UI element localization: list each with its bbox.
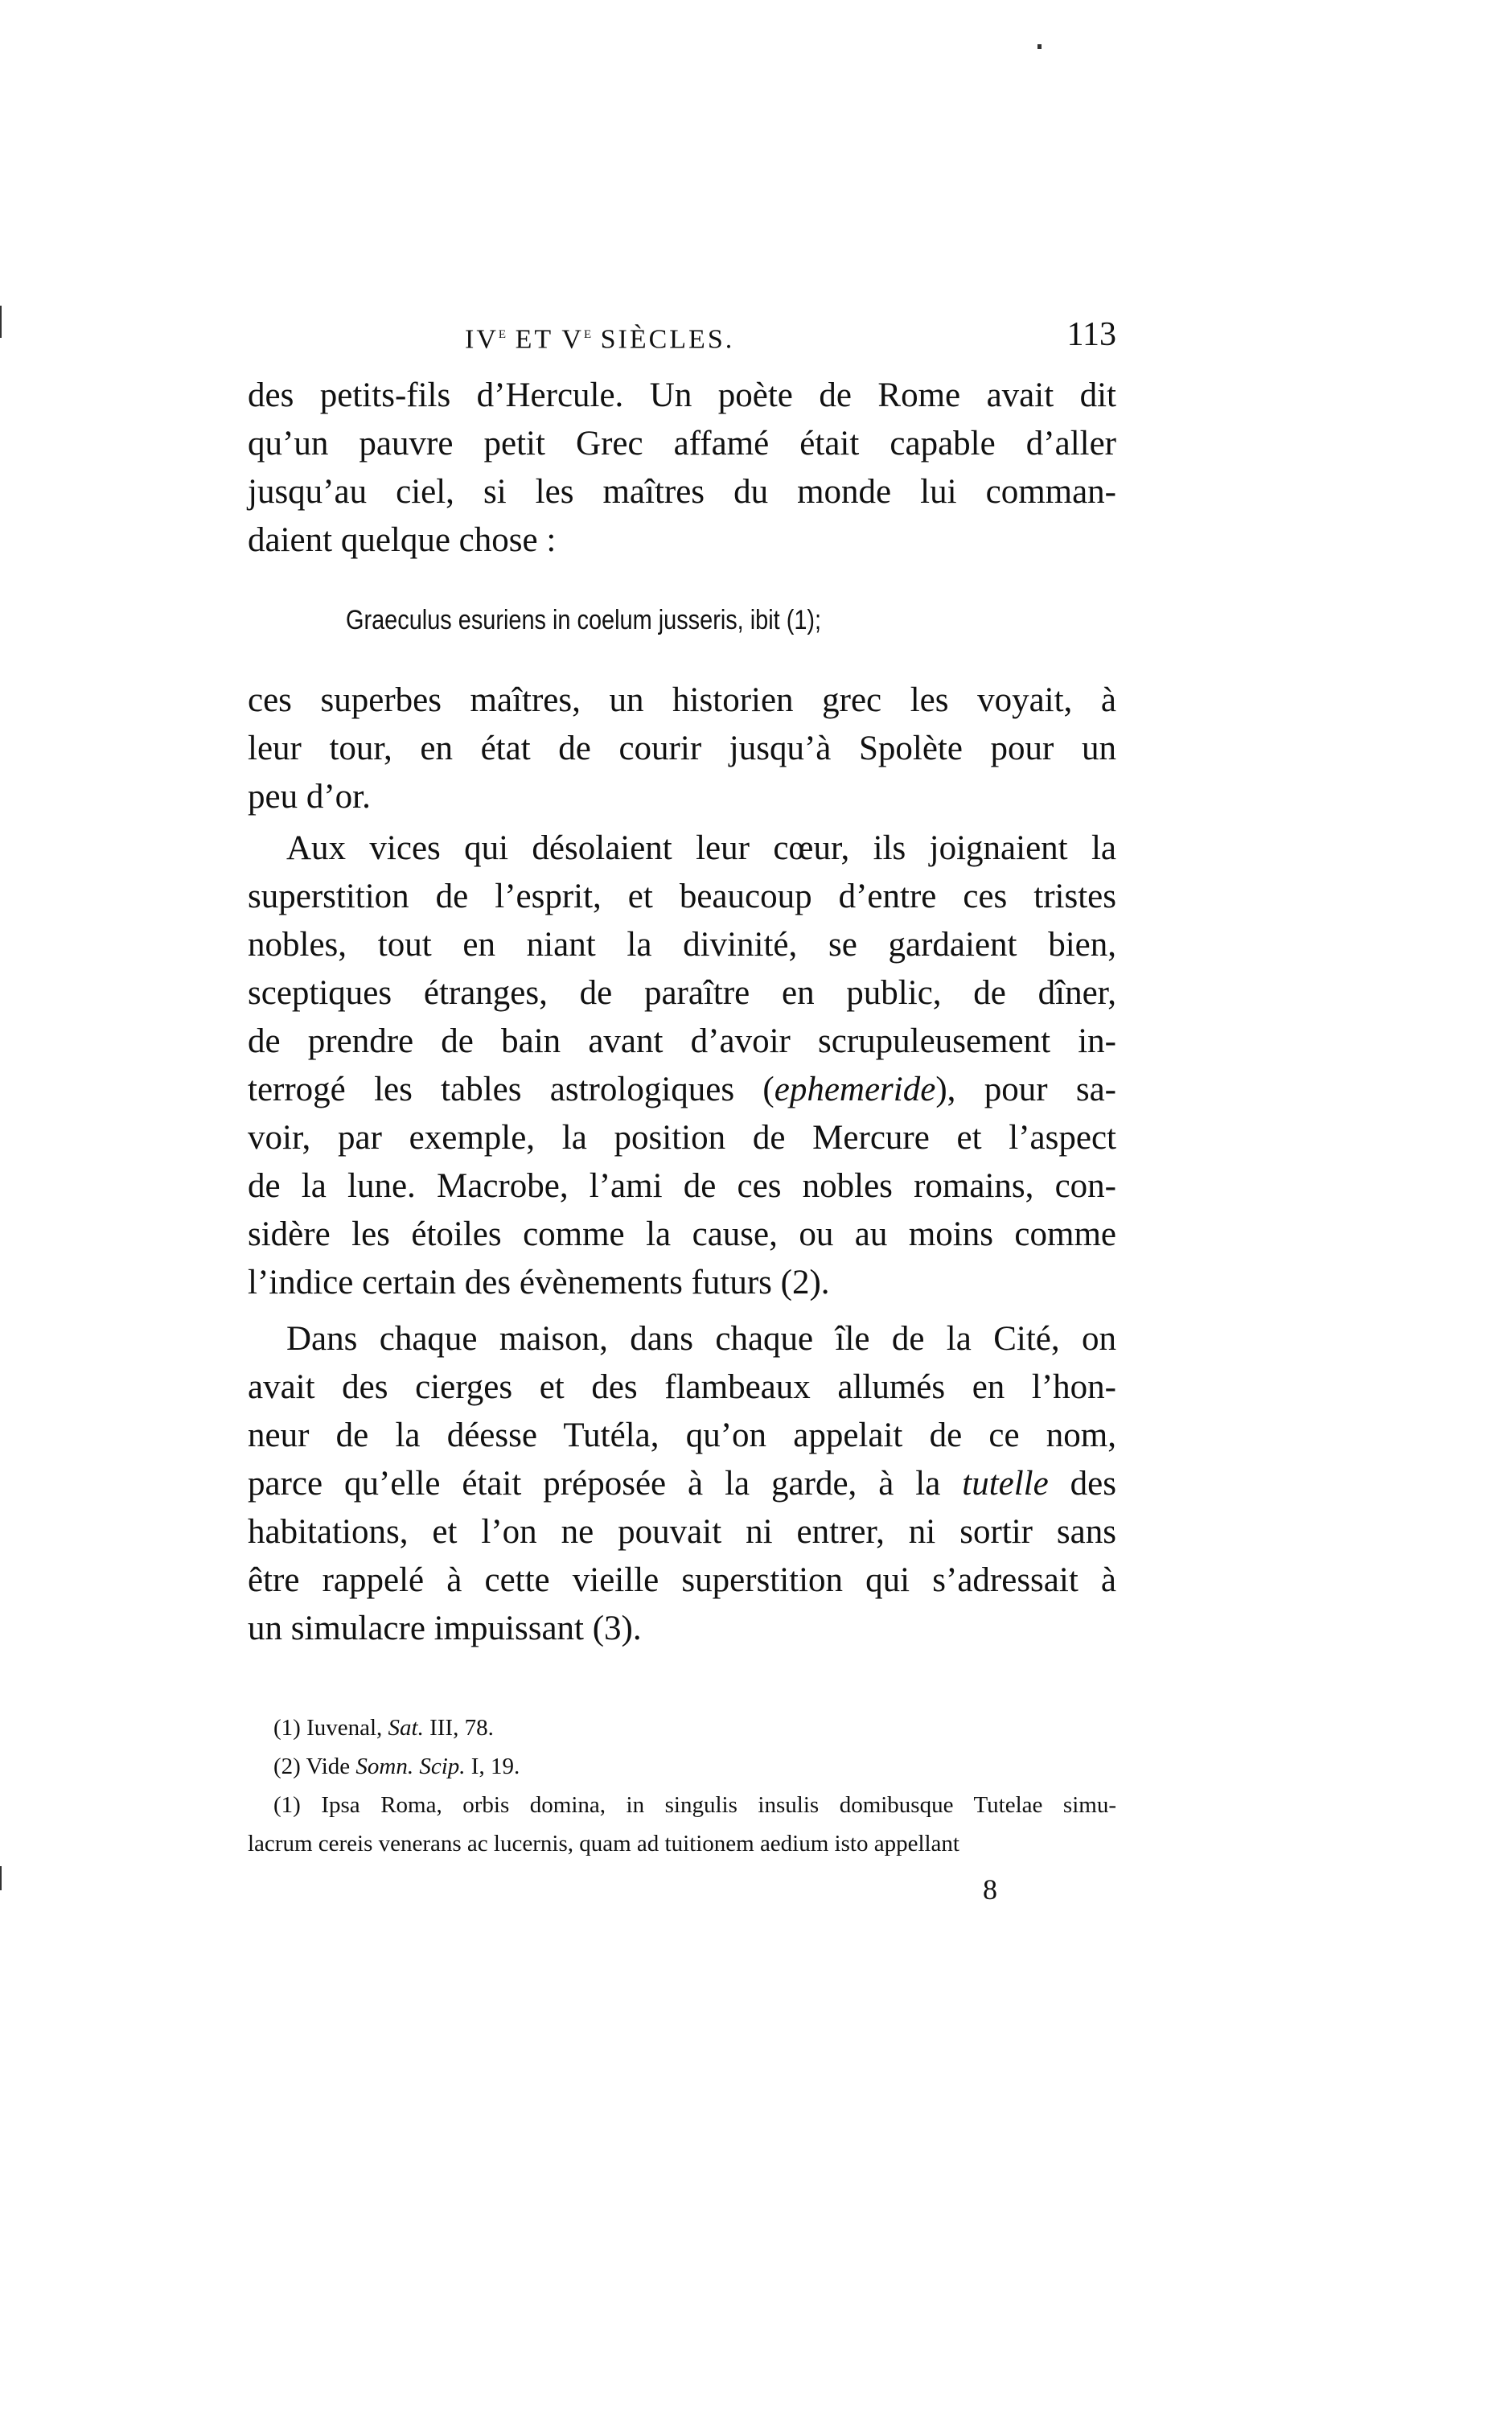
footnote-line — [248, 1824, 1116, 1863]
text-segment: Aux vices qui désolaient leur cœur, ils joignaient la — [286, 829, 1116, 867]
text-segment: (2) Vide — [273, 1754, 356, 1779]
text-line — [248, 1508, 1116, 1556]
footnote-line — [248, 1708, 1116, 1747]
signature-mark: 8 — [983, 1873, 997, 1906]
text-line — [248, 516, 1116, 565]
text-segment: leur tour, en état de courir jusqu’à Spolète pour un — [248, 730, 1116, 767]
italic-text: Somn. Scip. — [355, 1754, 466, 1779]
paragraph-1-continued — [248, 676, 1116, 821]
text-segment: daient quelque chose : — [248, 521, 557, 559]
running-header — [248, 316, 1116, 359]
text-segment: III, 78. — [423, 1715, 494, 1741]
paragraph-2 — [248, 824, 1116, 1307]
text-line — [248, 1114, 1116, 1162]
text-line — [248, 1412, 1116, 1460]
text-segment: Dans chaque maison, dans chaque île de la Cité, on — [286, 1320, 1116, 1358]
text-line — [248, 1315, 1116, 1363]
text-line — [248, 921, 1116, 969]
text-segment: lacrum cereis venerans ac lucernis, quam ad tuitionem aedium isto appellant — [248, 1831, 959, 1857]
footnote-line — [248, 1786, 1116, 1824]
text-line — [248, 468, 1116, 516]
text-segment: l’indice certain des évènements futurs (2). — [248, 1264, 830, 1301]
text-line — [248, 372, 1116, 420]
text-segment: ), pour sa- — [935, 1071, 1116, 1108]
text-line — [248, 725, 1116, 773]
footnote-line — [248, 1747, 1116, 1786]
text-segment: terrogé les tables astrologiques ( — [248, 1071, 774, 1108]
text-segment: qu’un pauvre petit Grec affamé était capable d’aller — [248, 425, 1116, 463]
text-segment: peu d’or. — [248, 778, 371, 816]
text-segment: de prendre de bain avant d’avoir scrupuleusement in- — [248, 1022, 1116, 1060]
text-segment: (1) Iuvenal, — [273, 1715, 388, 1741]
verse-quotation: Graeculus esuriens in coelum jusseris, ibit (1); — [346, 605, 822, 635]
italic-text: Sat. — [388, 1715, 424, 1741]
paragraph-1 — [248, 372, 1116, 565]
text-segment: de la lune. Macrobe, l’ami de ces nobles romains, con- — [248, 1167, 1116, 1205]
text-segment: SIÈCLES. — [591, 324, 735, 355]
text-line — [248, 676, 1116, 725]
text-segment: neur de la déesse Tutéla, qu’on appelait de ce nom, — [248, 1417, 1116, 1454]
text-line — [248, 1605, 1116, 1653]
text-line — [248, 773, 1116, 821]
text-segment: des — [1048, 1465, 1116, 1503]
text-line — [248, 824, 1116, 873]
scan-edge-mark — [0, 1866, 2, 1890]
text-line — [248, 1162, 1116, 1211]
text-segment: I, 19. — [465, 1754, 520, 1779]
text-segment: IV — [465, 324, 499, 355]
text-line — [248, 969, 1116, 1018]
text-line — [248, 1259, 1116, 1307]
scan-edge-mark — [0, 306, 2, 338]
text-segment: un simulacre impuissant (3). — [248, 1610, 642, 1647]
text-segment: ces superbes maîtres, un historien grec les voyait, à — [248, 681, 1116, 719]
paragraph-3 — [248, 1315, 1116, 1653]
text-segment: être rappelé à cette vieille superstition qui s’adressait à — [248, 1561, 1116, 1599]
text-segment: parce qu’elle était préposée à la garde, à la — [248, 1465, 963, 1503]
scan-speck — [1037, 44, 1042, 49]
italic-text: ephemeride — [774, 1071, 936, 1108]
text-line — [248, 1018, 1116, 1066]
text-line — [248, 1363, 1116, 1412]
superscript: e — [583, 322, 592, 342]
text-segment: des petits-fils d’Hercule. Un poète de Rome avait dit — [248, 376, 1116, 414]
text-segment: sceptiques étranges, de paraître en public, de dîner, — [248, 974, 1116, 1012]
text-line — [248, 1211, 1116, 1259]
page-number: 113 — [1066, 316, 1116, 353]
footnotes — [248, 1708, 1116, 1863]
text-line — [248, 1066, 1116, 1114]
italic-text: tutelle — [962, 1465, 1049, 1503]
text-segment: nobles, tout en niant la divinité, se gardaient bien, — [248, 926, 1116, 964]
text-line — [248, 1556, 1116, 1605]
text-line — [248, 873, 1116, 921]
text-segment: avait des cierges et des flambeaux allumés en l’hon- — [248, 1368, 1116, 1406]
running-title — [465, 322, 734, 355]
text-line — [248, 420, 1116, 468]
text-segment: ET V — [506, 324, 584, 355]
text-segment: superstition de l’esprit, et beaucoup d’entre ces tristes — [248, 878, 1116, 915]
text-line — [248, 1460, 1116, 1508]
text-segment: habitations, et l’on ne pouvait ni entrer, ni sortir sans — [248, 1513, 1116, 1551]
text-segment: voir, par exemple, la position de Mercure et l’aspect — [248, 1119, 1116, 1157]
text-segment: jusqu’au ciel, si les maîtres du monde lui comman- — [248, 473, 1116, 511]
superscript: e — [498, 322, 507, 342]
text-segment: (1) Ipsa Roma, orbis domina, in singulis insulis domibusque Tutelae simu- — [273, 1792, 1116, 1818]
text-segment: sidère les étoiles comme la cause, ou au moins comme — [248, 1215, 1116, 1253]
